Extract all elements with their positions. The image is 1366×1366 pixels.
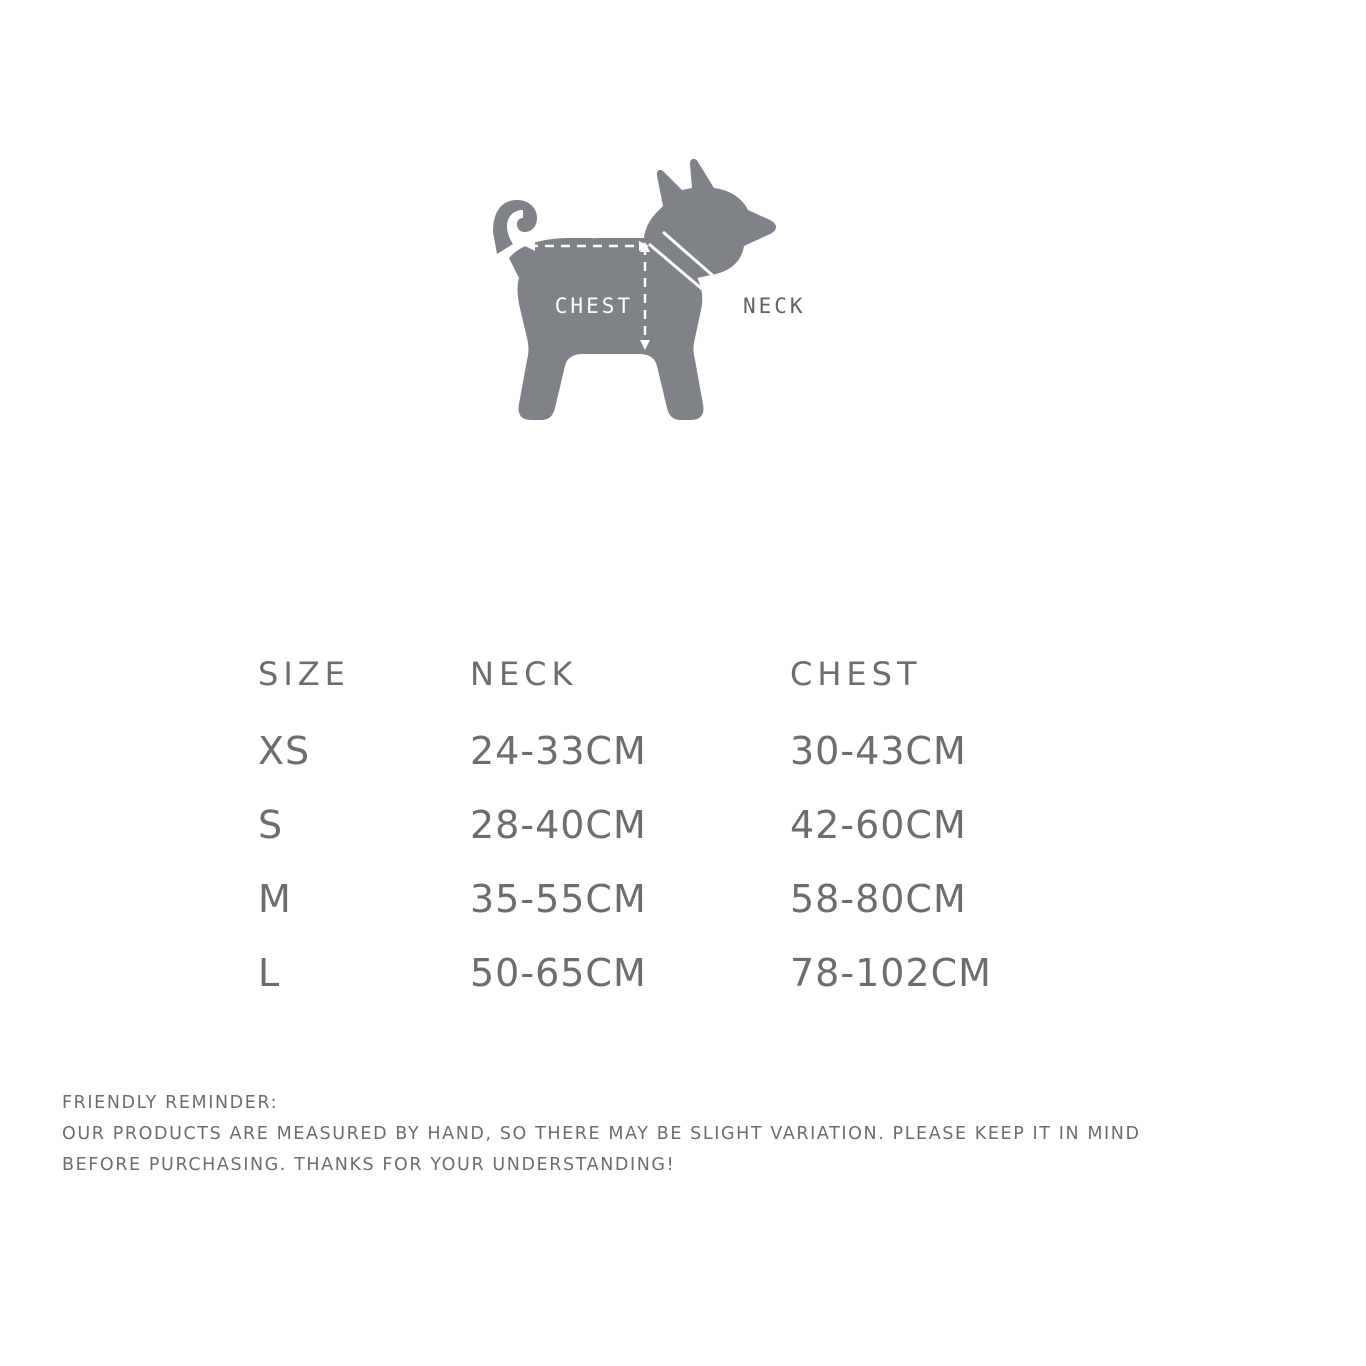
cell-chest: 78-102CM (790, 951, 992, 995)
cell-neck: 24-33CM (470, 729, 647, 773)
column-header-neck: NECK (470, 655, 578, 693)
cell-neck: 35-55CM (470, 877, 647, 921)
chest-label: CHEST (554, 294, 633, 318)
diagram-container (0, 150, 1366, 620)
dog-silhouette-icon (493, 159, 776, 420)
note-line-2: BEFORE PURCHASING. THANKS FOR YOUR UNDERSTANDING! (62, 1155, 676, 1175)
cell-chest: 58-80CM (790, 877, 967, 921)
table-header-row (258, 655, 1118, 729)
table-row (258, 951, 1118, 1025)
table-row (258, 803, 1118, 877)
cell-chest: 30-43CM (790, 729, 967, 773)
column-header-size: SIZE (258, 655, 350, 693)
cell-size: L (258, 951, 281, 995)
note-line-1: OUR PRODUCTS ARE MEASURED BY HAND, SO THERE MAY BE SLIGHT VARIATION. PLEASE KEEP IT IN MIND (62, 1124, 1141, 1144)
cell-size: M (258, 877, 292, 921)
friendly-reminder-note (62, 1088, 1312, 1181)
cell-size: S (258, 803, 284, 847)
size-chart-table (258, 655, 1118, 1025)
note-heading: FRIENDLY REMINDER: (62, 1093, 279, 1113)
column-header-chest: CHEST (790, 655, 922, 693)
dog-measurement-diagram (473, 150, 893, 550)
cell-neck: 50-65CM (470, 951, 647, 995)
cell-neck: 28-40CM (470, 803, 647, 847)
cell-chest: 42-60CM (790, 803, 967, 847)
table-row (258, 729, 1118, 803)
table-row (258, 877, 1118, 951)
cell-size: XS (258, 729, 311, 773)
length-label: LENGTH (540, 219, 634, 243)
neck-label: NECK (743, 294, 806, 318)
